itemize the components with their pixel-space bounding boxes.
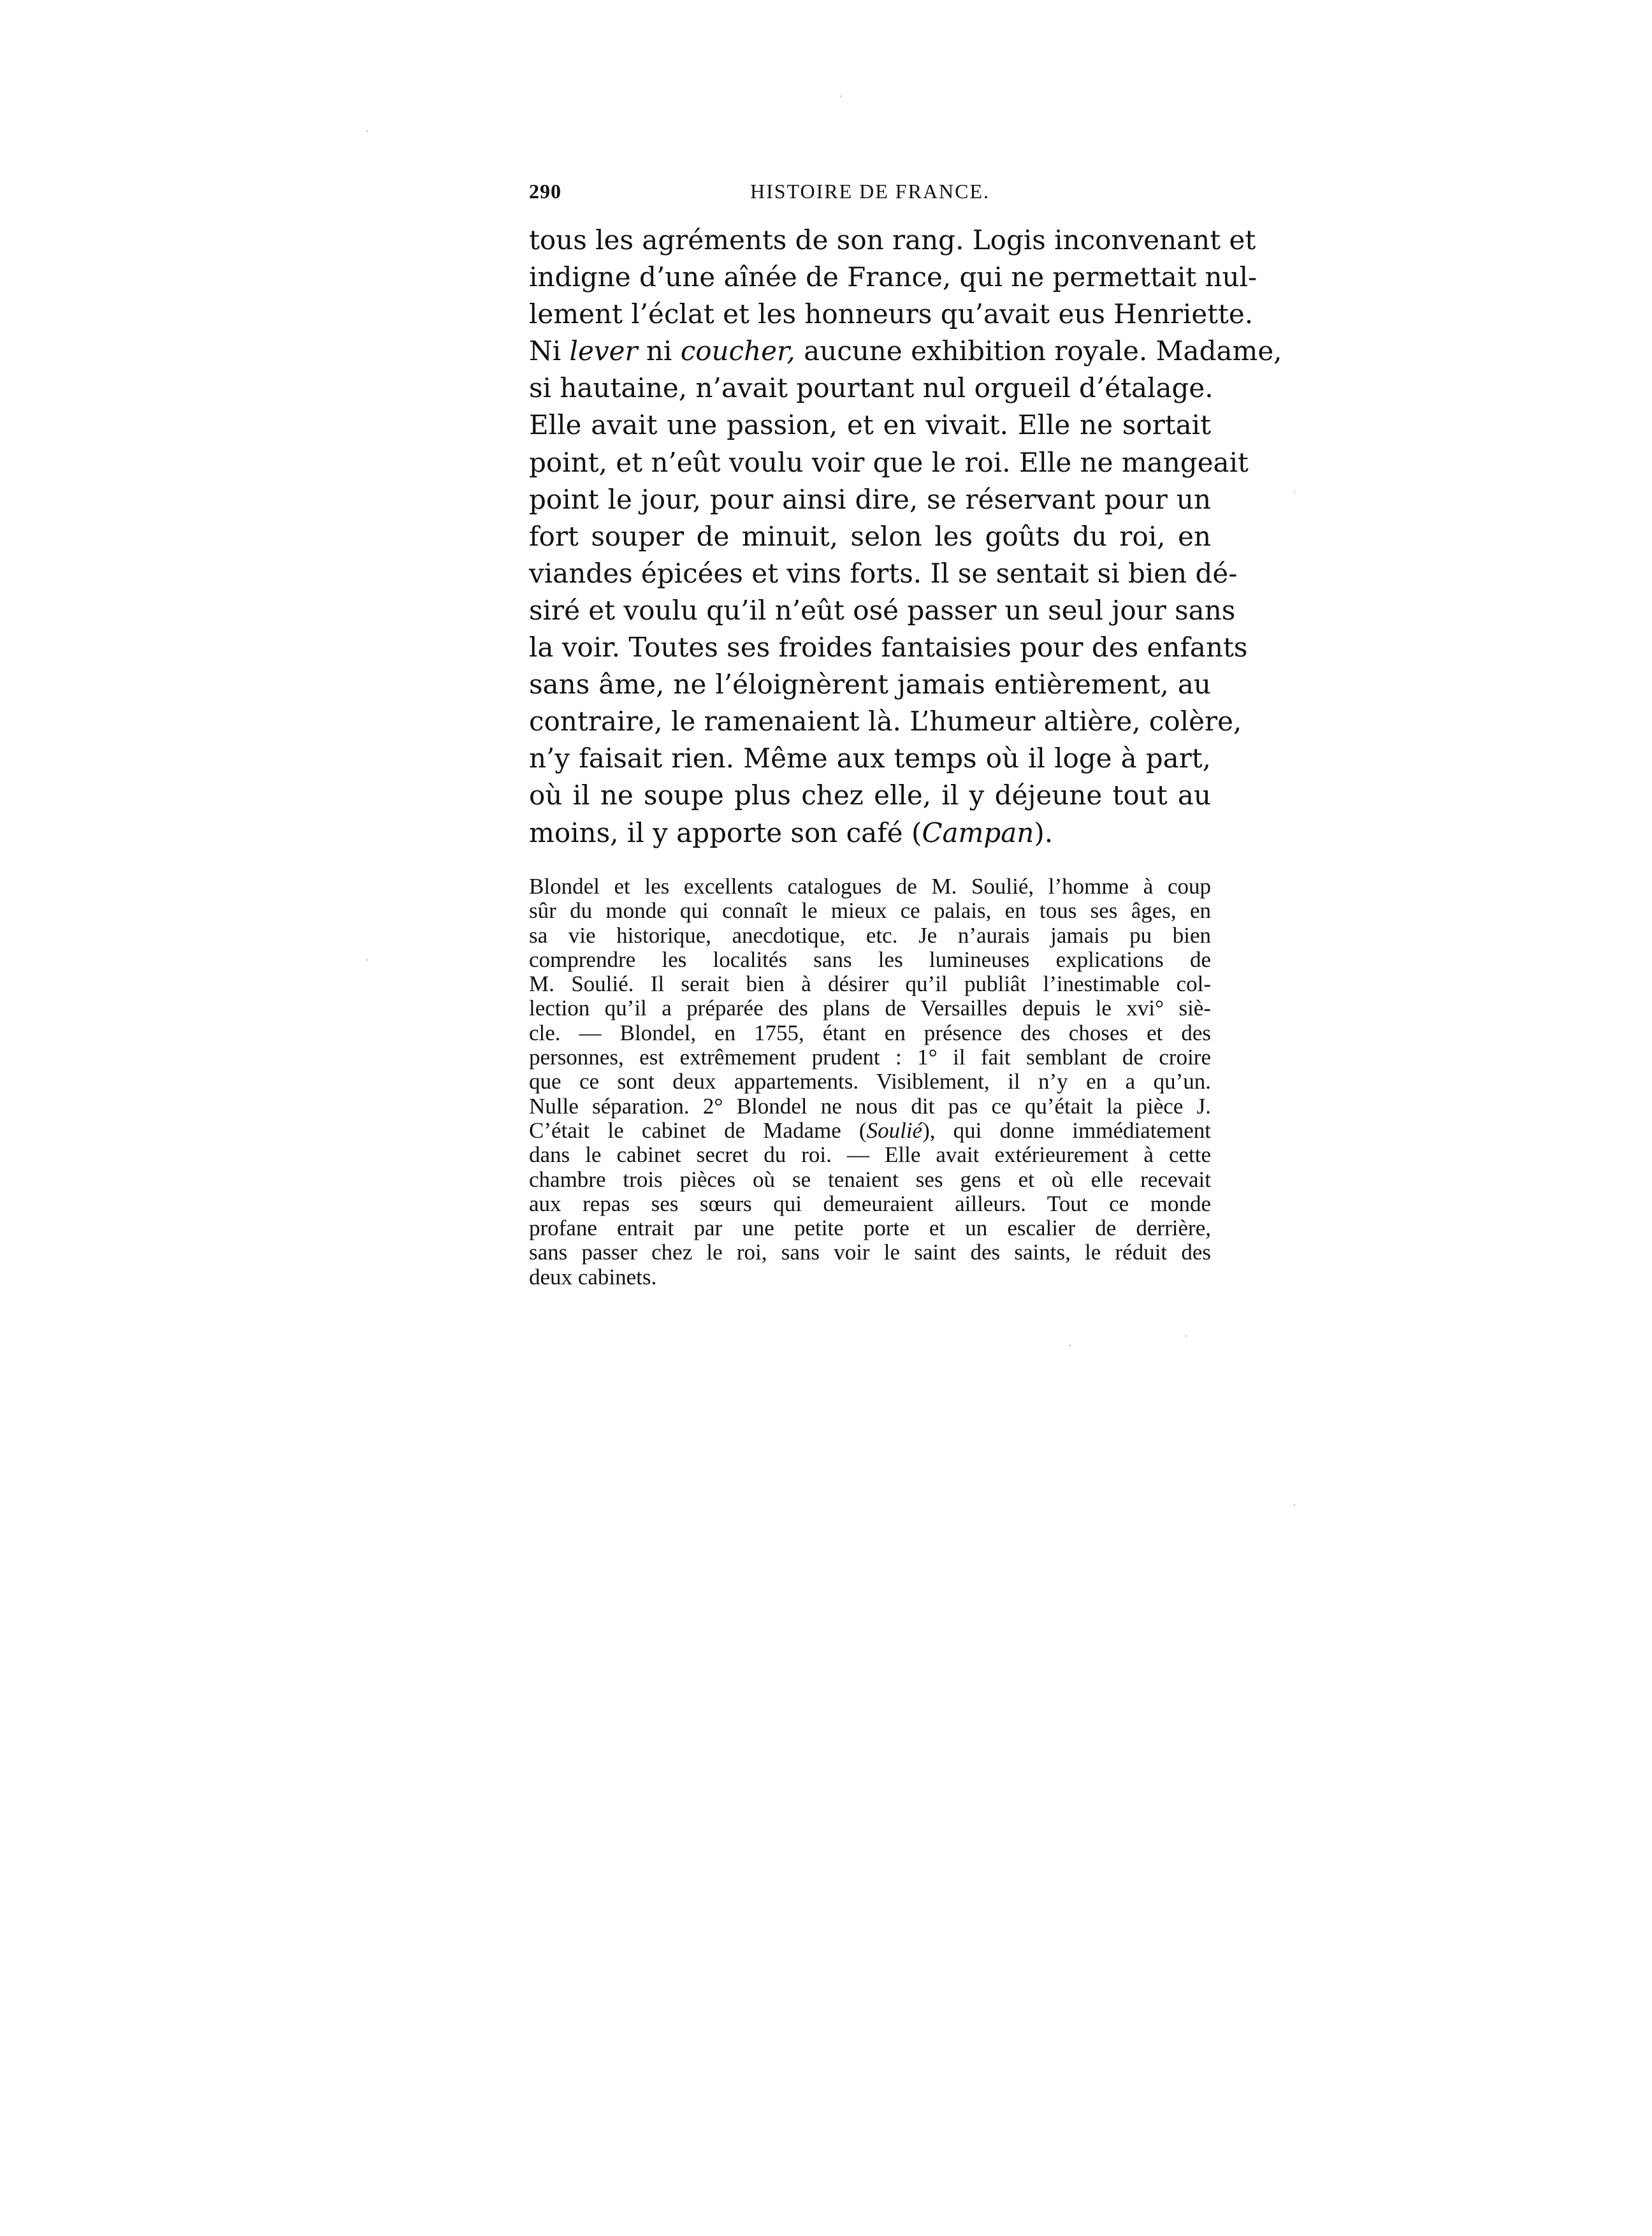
text-line: la voir. Toutes ses froides fantaisies pour des enfants: [529, 632, 1248, 664]
text-line: point le jour, pour ainsi dire, se réservant pour un: [529, 483, 1211, 515]
footnote-line: dans le cabinet secret du roi. — Elle avait extérieurement à cette: [529, 1142, 1211, 1168]
footnote-line: comprendre les localités sans les lumineuses explications de: [529, 947, 1211, 972]
scan-speck: [840, 96, 841, 97]
text-line: indigne d’une aînée de France, qui ne permettait nul-: [529, 261, 1257, 293]
main-text: [529, 222, 1282, 852]
page-header: [529, 180, 1211, 212]
italic-citation: Campan: [922, 817, 1034, 848]
text-line: viandes épicées et vins forts. Il se sentait si bien dé-: [529, 557, 1238, 589]
text-segment: aucune exhibition royale. Madame,: [795, 335, 1282, 367]
italic-citation: Soulié: [866, 1117, 923, 1143]
footnote-line: M. Soulié. Il serait bien à désirer qu’il publiât l’inestimable col-: [529, 971, 1211, 997]
scan-speck: [366, 959, 368, 961]
footnote-line: [529, 1119, 1211, 1143]
text-line: si hautaine, n’avait pourtant nul orgueil d’étalage.: [529, 372, 1214, 404]
text-segment: ), qui donne immédiatement: [922, 1117, 1211, 1143]
text-segment: ).: [1034, 817, 1054, 848]
text-line: sans âme, ne l’éloignèrent jamais entièrement, au: [529, 669, 1211, 701]
text-line: [529, 815, 1211, 852]
scan-speck: [1185, 1335, 1187, 1337]
footnote-line: profane entrait par une petite porte et un escalier de derrière,: [529, 1216, 1211, 1241]
text-segment: C’était le cabinet de Madame (: [529, 1117, 867, 1143]
footnote-line: lection qu’il a préparée des plans de Versailles depuis le xvi° siè-: [529, 996, 1211, 1021]
italic-term: lever: [569, 335, 638, 367]
text-line: lement l’éclat et les honneurs qu’avait eus Henriette.: [529, 298, 1254, 330]
scan-speck: [1294, 1504, 1295, 1506]
footnote-line: que ce sont deux appartements. Visiblement, il n’y en a qu’un.: [529, 1069, 1211, 1094]
text-line: fort souper de minuit, selon les goûts du roi, en: [529, 520, 1211, 552]
footnote-line: Blondel et les excellents catalogues de M. Soulié, l’homme à coup: [529, 874, 1211, 899]
scan-speck: [1069, 1345, 1071, 1346]
text-line: n’y faisait rien. Même aux temps où il loge à part,: [529, 743, 1211, 774]
text-line: tous les agréments de son rang. Logis inconvenant et: [529, 224, 1256, 256]
text-line: [529, 333, 1282, 370]
text-line: contraire, le ramenaient là. L’humeur altière, colère,: [529, 706, 1242, 737]
footnote-line: sans passer chez le roi, sans voir le saint des saints, le réduit des: [529, 1240, 1211, 1265]
page-number: 290: [529, 180, 562, 203]
text-segment: moins, il y apporte son café (: [529, 817, 922, 848]
text-line: Elle avait une passion, et en vivait. Elle ne sortait: [529, 409, 1211, 441]
footnote-line: Nulle séparation. 2° Blondel ne nous dit pas ce qu’était la pièce J.: [529, 1093, 1211, 1119]
italic-term: coucher,: [680, 335, 795, 367]
text-line: où il ne soupe plus chez elle, il y déjeune tout au: [529, 780, 1211, 811]
text-segment: ni: [637, 335, 681, 367]
text-line: point, et n’eût voulu voir que le roi. Elle ne mangeait: [529, 446, 1249, 478]
text-line: siré et voulu qu’il n’eût osé passer un seul jour sans: [529, 594, 1236, 626]
footnote-line: aux repas ses sœurs qui demeuraient ailleurs. Tout ce monde: [529, 1191, 1211, 1216]
running-title: HISTOIRE DE FRANCE.: [750, 180, 990, 203]
footnote-line: chambre trois pièces où se tenaient ses gens et où elle recevait: [529, 1166, 1211, 1192]
footnote-line: sa vie historique, anecdotique, etc. Je n’aurais jamais pu bien: [529, 922, 1211, 948]
footnote-line: cle. — Blondel, en 1755, étant en présence des choses et des: [529, 1020, 1211, 1045]
footnote-line: personnes, est extrêmement prudent : 1° il fait semblant de croire: [529, 1045, 1211, 1070]
footnote: [529, 875, 1211, 1289]
footnote-line: sûr du monde qui connaît le mieux ce palais, en tous ses âges, en: [529, 898, 1211, 924]
footnote-line: deux cabinets.: [529, 1264, 657, 1289]
scan-speck: [1294, 491, 1295, 492]
text-segment: Ni: [529, 335, 570, 367]
scan-speck: [366, 131, 368, 132]
